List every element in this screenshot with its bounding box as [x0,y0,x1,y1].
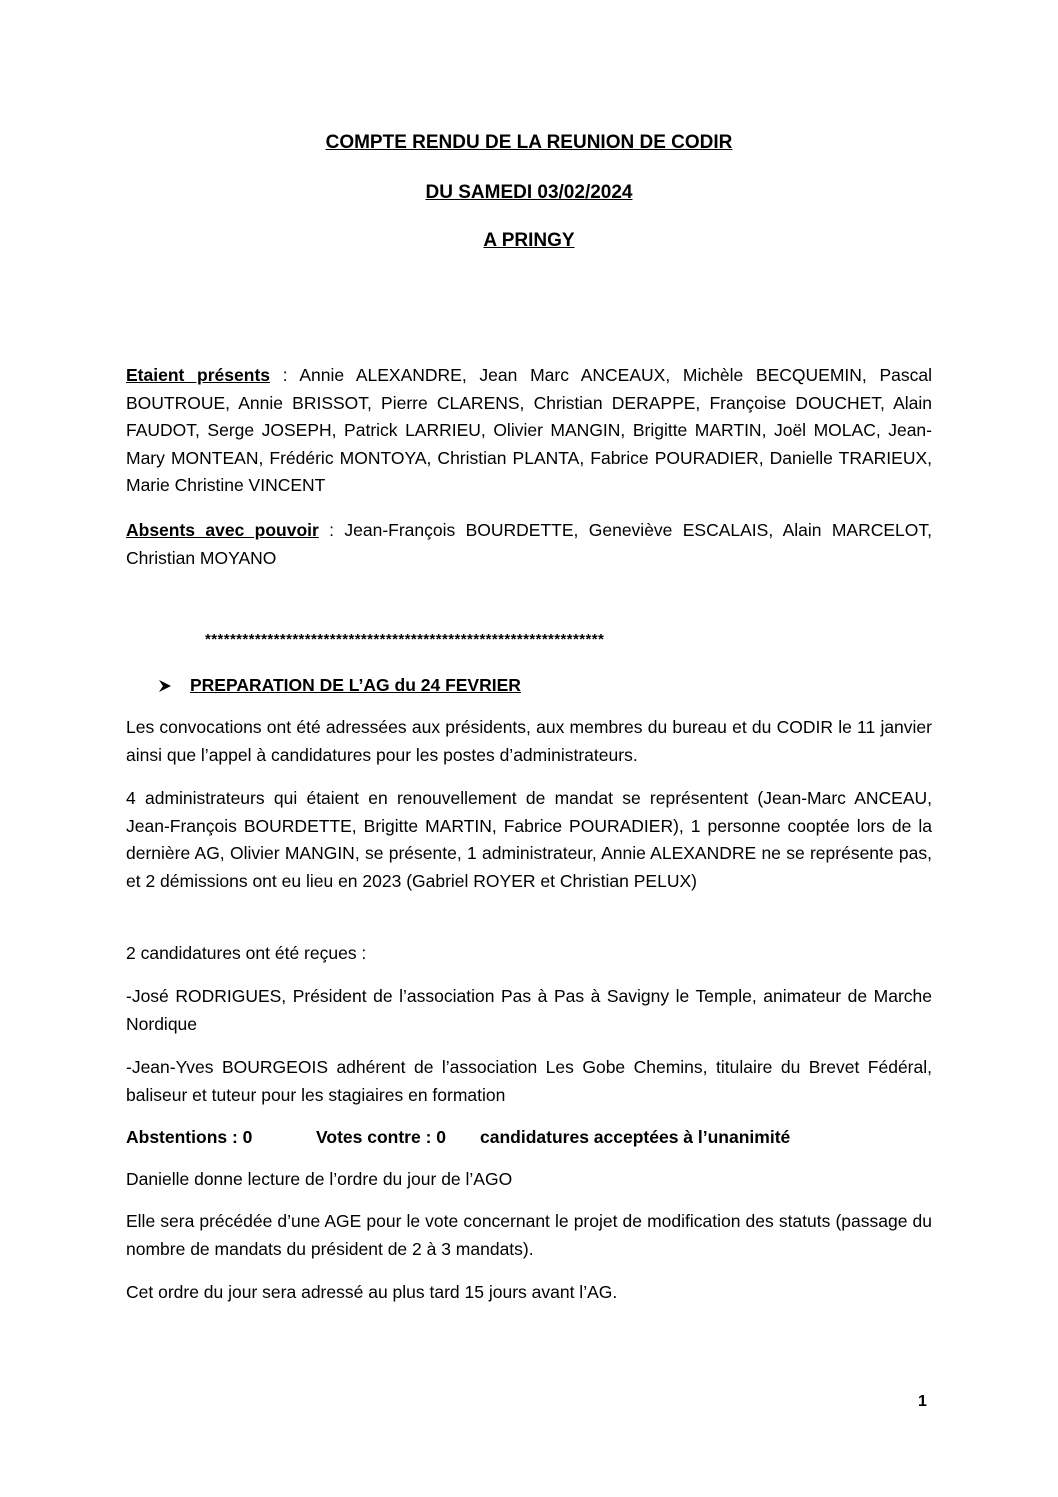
absent-names: Jean-François BOURDETTE, Geneviève ESCALAIS, Alain MARCELOT, Christian MOYANO [126,520,932,568]
page-number: 1 [918,1393,927,1410]
paragraph-candidatures-count: 2 candidatures ont été reçues : [126,943,367,963]
paragraph-convocations: Les convocations ont été adressées aux présidents, aux membres du bureau et du CODIR le 11 janvier ainsi que l’appel à candidatures pour les postes d’administrateurs. [126,717,932,765]
arrow-bullet-icon [158,679,172,693]
vote-abstentions: Abstentions : 0 [126,1127,253,1147]
vote-contre: Votes contre : 0 [316,1127,446,1147]
paragraph-envoi: Cet ordre du jour sera adressé au plus tard 15 jours avant l’AG. [126,1282,618,1302]
absents-paragraph [126,517,932,572]
paragraph-age: Elle sera précédée d’une AGE pour le vote concernant le projet de modification des statuts (passage du nombre de mandats du président de 2 à 3 mandats). [126,1211,932,1259]
title-line-1: COMPTE RENDU DE LA REUNION DE CODIR [325,132,733,153]
absent-label: Absents avec pouvoir [126,520,319,540]
title-line-3: A PRINGY [483,230,575,251]
title-line-2: DU SAMEDI 03/02/2024 [425,182,633,203]
present-names: Annie ALEXANDRE, Jean Marc ANCEAUX, Michèle BECQUEMIN, Pascal BOUTROUE, Annie BRISSOT, Pierre CLARENS, Christian DERAPPE, Françoise DOUCHET, Alain FAUDOT, Serge JOSEPH, Patrick LARRIEU, Olivier MANGIN, Brigitte MARTIN, Joël MOLAC, Jean-Mary MONTEAN, Frédéric MONTOYA, Christian PLANTA, Fabrice POURADIER, Danielle TRARIEUX, Marie Christine VINCENT [126,365,932,495]
paragraph-administrateurs: 4 administrateurs qui étaient en renouvellement de mandat se représentent (Jean-Marc ANCEAU, Jean-François BOURDETTE, Brigitte MARTIN, Fabrice POURADIER), 1 personne cooptée lors de la dernière AG, Olivier MANGIN, se présente, 1 administrateur, Annie ALEXANDRE ne se représente pas, et 2 démissions ont eu lieu en 2023 (Gabriel ROYER et Christian PELUX) [126,788,932,891]
present-label: Etaient présents [126,365,271,385]
present-separator: : [270,365,300,385]
paragraph-candidate-1: -José RODRIGUES, Président de l’association Pas à Pas à Savigny le Temple, animateur de Marche Nordique [126,986,932,1034]
attendees-paragraph [126,362,932,500]
vote-results [126,1124,790,1152]
paragraph-candidate-2: -Jean-Yves BOURGEOIS adhérent de l’association Les Gobe Chemins, titulaire du Brevet Fédéral, baliseur et tuteur pour les stagiaires en formation [126,1057,932,1105]
separator-line: **************************************************************** [205,631,605,648]
vote-result: candidatures acceptées à l’unanimité [480,1127,791,1147]
absent-separator: : [318,520,345,540]
section-heading [158,672,521,700]
section-heading-text: PREPARATION DE L’AG du 24 FEVRIER [190,675,521,695]
paragraph-ordre-du-jour: Danielle donne lecture de l’ordre du jour de l’AGO [126,1169,513,1189]
